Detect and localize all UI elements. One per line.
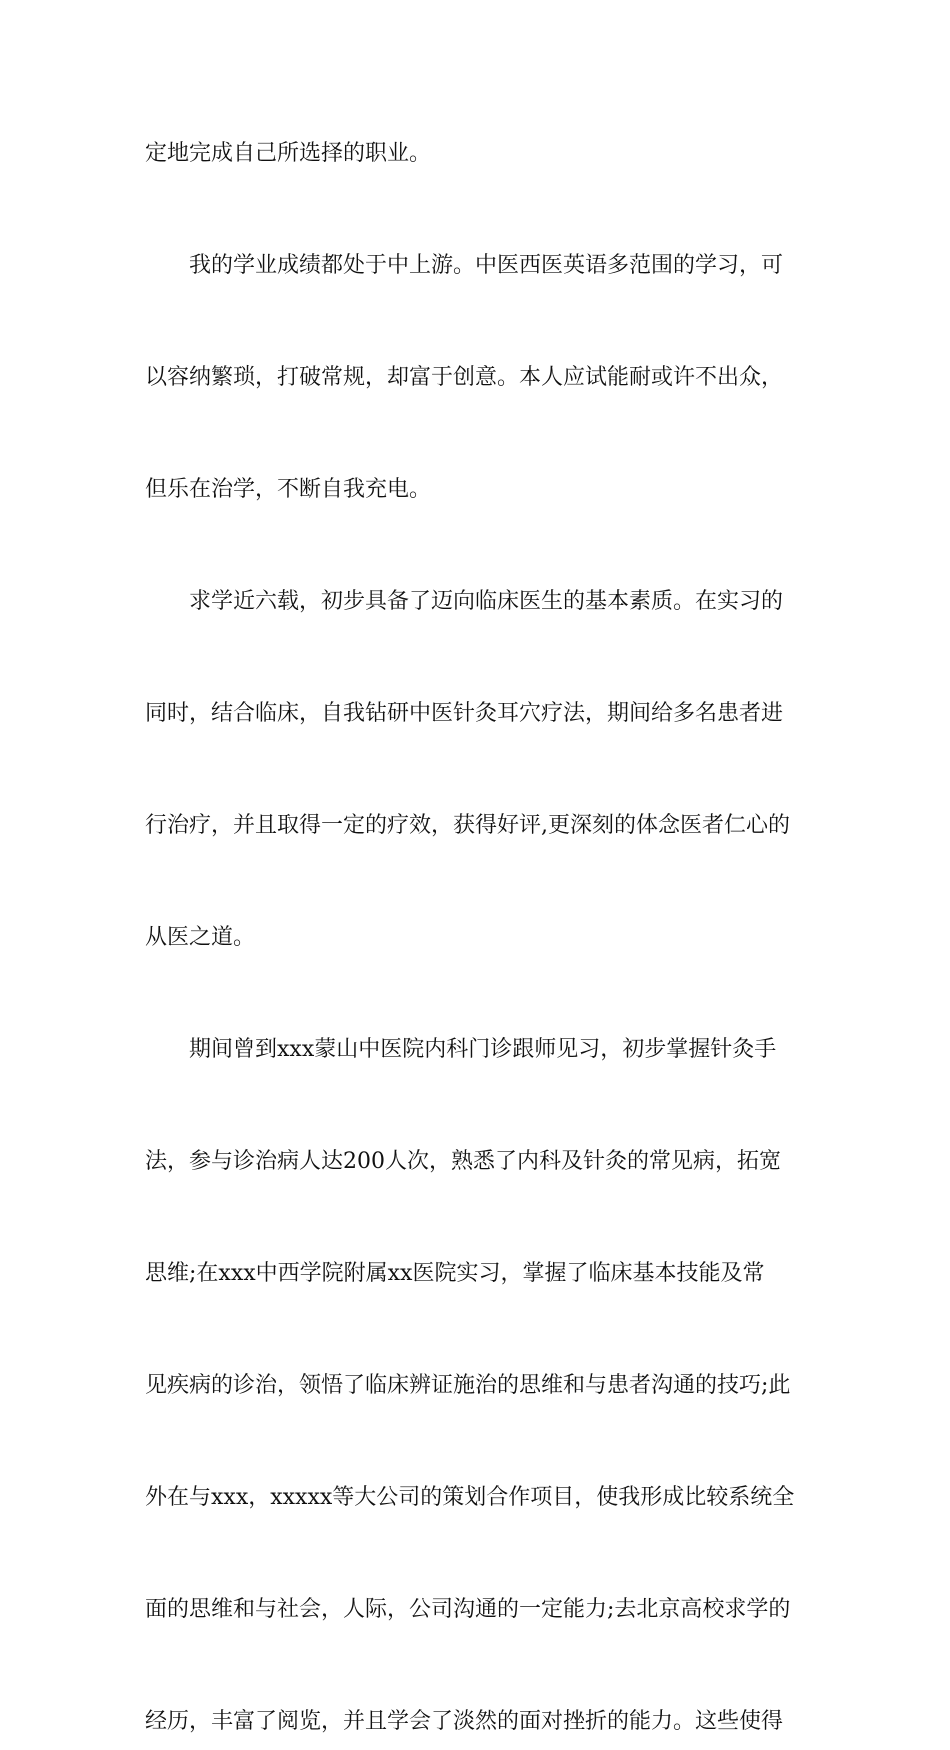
paragraph-line: 法，参与诊治病人达200人次，熟悉了内科及针灸的常见病，拓宽	[145, 1149, 781, 1174]
paragraph-line: 面的思维和与社会，人际，公司沟通的一定能力;去北京高校求学的	[145, 1597, 791, 1622]
line-gap	[145, 742, 810, 798]
paragraph-line: 求学近六载，初步具备了迈向临床医生的基本素质。在实习的	[189, 589, 784, 614]
paragraph-line: 期间曾到xxx蒙山中医院内科门诊跟师见习，初步掌握针灸手	[189, 1037, 777, 1062]
paragraph-line: 见疾病的诊治，领悟了临床辨证施治的思维和与患者沟通的技巧;此	[145, 1373, 791, 1398]
line-gap	[145, 294, 810, 350]
line-gap	[145, 1190, 810, 1246]
line-gap	[145, 854, 810, 910]
paragraph-line: 思维;在xxx中西学院附属xx医院实习，掌握了临床基本技能及常	[145, 1261, 765, 1286]
paragraph-line: 但乐在治学，不断自我充电。	[145, 477, 432, 502]
paragraph-line: 外在与xxx，xxxxx等大公司的策划合作项目，使我形成比较系统全	[145, 1485, 795, 1510]
line-gap	[145, 1526, 810, 1582]
paragraph-line: 同时，结合临床，自我钻研中医针灸耳穴疗法，期间给多名患者进	[145, 701, 784, 726]
line-gap	[145, 1414, 810, 1470]
paragraph-gap	[145, 182, 810, 238]
paragraph-gap	[145, 966, 810, 1022]
line-gap	[145, 630, 810, 686]
paragraph-line: 经历，丰富了阅览，并且学会了淡然的面对挫折的能力。这些使得	[145, 1709, 784, 1734]
paragraph-gap	[145, 518, 810, 574]
line-gap	[145, 1638, 810, 1694]
paragraph-line: 行治疗，并且取得一定的疗效，获得好评,更深刻的体念医者仁心的	[145, 813, 790, 838]
line-gap	[145, 1302, 810, 1358]
line-gap	[145, 406, 810, 462]
paragraph-line: 以容纳繁琐，打破常规，却富于创意。本人应试能耐或许不出众，	[145, 365, 784, 390]
line-gap	[145, 1078, 810, 1134]
paragraph-line: 定地完成自己所选择的职业。	[145, 141, 432, 166]
document-body	[145, 126, 810, 1750]
paragraph-line: 从医之道。	[145, 925, 256, 950]
paragraph-line: 我的学业成绩都处于中上游。中医西医英语多范围的学习，可	[189, 253, 784, 278]
